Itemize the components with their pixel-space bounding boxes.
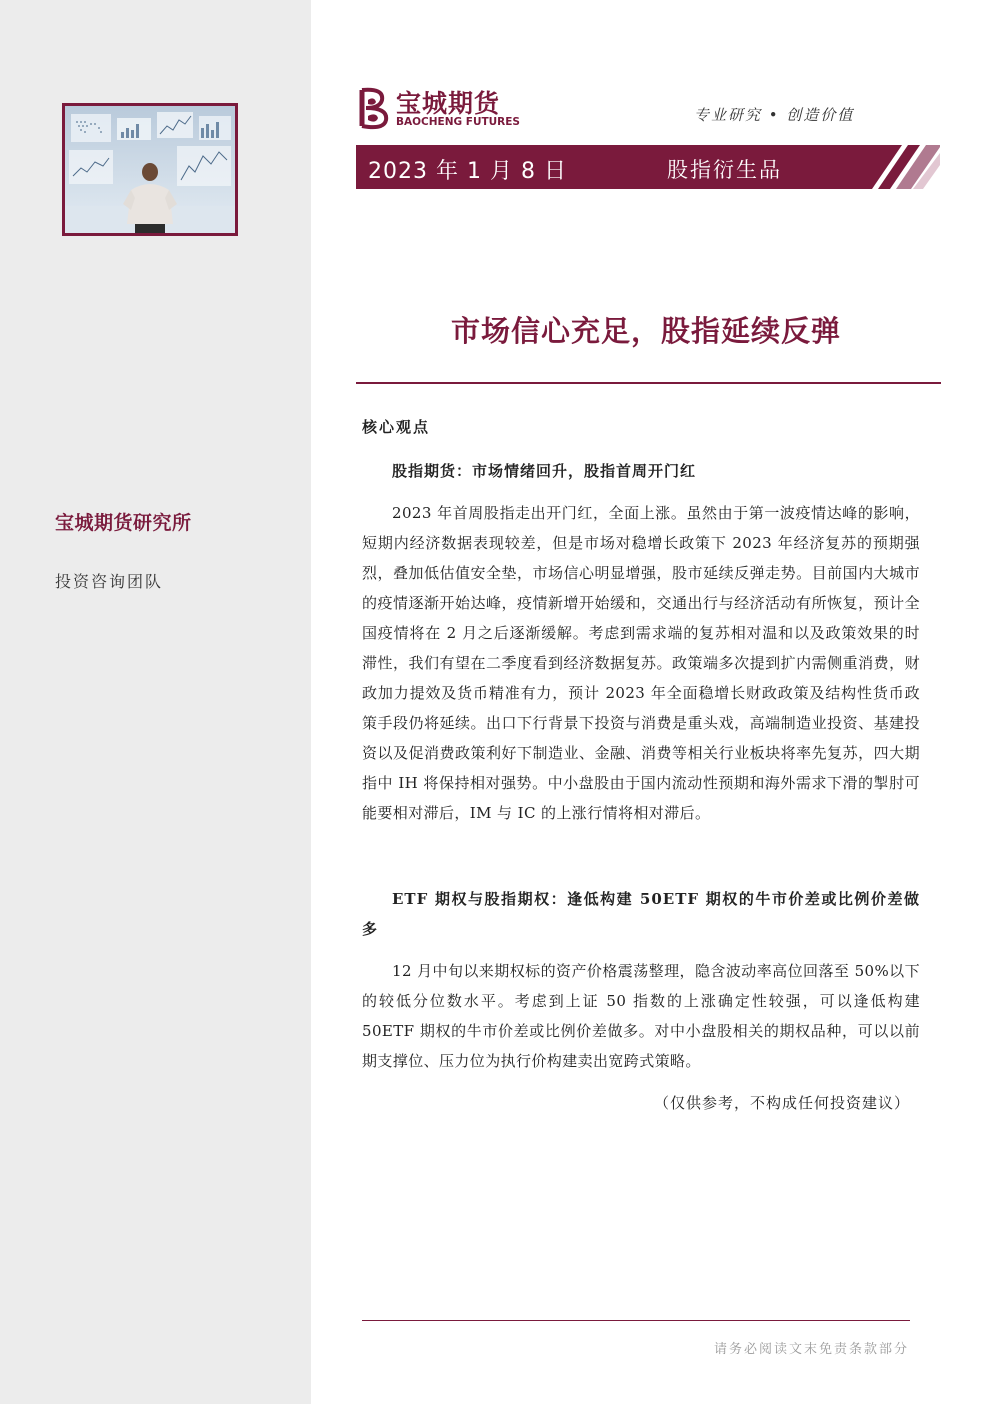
date-banner [356, 145, 940, 189]
brand-logo [356, 84, 526, 132]
logo-text-en: BAOCHENG FUTURES [396, 116, 520, 128]
logo-text-cn: 宝城期货 [396, 89, 501, 118]
slogan: 专业研究 • 创造价值 [694, 106, 855, 124]
section1-body: 2023 年首周股指走出开门红，全面上涨。虽然由于第一波疫情达峰的影响，短期内经济数据表现较差，但是市场对稳增长政策下 2023 年经济复苏的预期强烈，叠加低估值安全垫，市场信心明显增强，股市延续反弹走势。目前国内大城市的疫情逐渐开始达峰，疫情新增开始缓和，交通出行与经济活动有所恢复，预计全国疫情将在 2 月之后逐渐缓解。考虑到需求端的复苏相对温和以及政策效果的时滞性，我们有望在二季度看到经济数据复苏。政策端多次提到扩内需侧重消费，财政加力提效及货币精准有力，预计 2023 年全面稳增长财政政策及结构性货币政策手段仍将延续。出口下行背景下投资与消费是重头戏，高端制造业投资、基建投资以及促消费政策利好下制造业、金融、消费等相关行业板块将率先复苏，四大期指中 IH 将保持相对强势。中小盘股由于国内流动性预期和海外需求下滑的掣肘可能要相对滞后，IM 与 IC 的上涨行情将相对滞后。 [362, 504, 920, 822]
page-title: 市场信心充足，股指延续反弹 [450, 314, 841, 348]
cover-image [62, 103, 238, 236]
footer-divider [362, 1320, 910, 1321]
section1-heading: 股指期货：市场情绪回升，股指首周开门红 [392, 462, 697, 480]
disclaimer: （仅供参考，不构成任何投资建议） [653, 1094, 910, 1112]
section-gap [362, 828, 920, 870]
sidebar [0, 0, 311, 1404]
logo-mark-icon [356, 84, 392, 132]
section2-body: 12 月中旬以来期权标的资产价格震荡整理，隐含波动率高位回落至 50%以下的较低分位数水平。考虑到上证 50 指数的上涨确定性较强，可以逢低构建 50ETF 期权的牛市价差或比例价差做多。对中小盘股相关的期权品种，可以以前期支撑位、压力位为执行价构建卖出宽跨式策略。 [362, 962, 920, 1070]
section2-heading: ETF 期权与股指期权：逢低构建 50ETF 期权的牛市价差或比例价差做多 [362, 890, 920, 938]
core-heading: 核心观点 [362, 418, 431, 436]
report-date: 2023 年 1 月 8 日 [368, 159, 567, 184]
title-divider [356, 382, 941, 384]
footer-note: 请务必阅读文末免责条款部分 [713, 1342, 909, 1357]
report-category: 股指衍生品 [667, 158, 782, 182]
main-content [362, 412, 920, 1118]
cover-illustration [65, 106, 235, 233]
sidebar-team: 投资咨询团队 [55, 572, 164, 591]
sidebar-org-name: 宝城期货研究所 [55, 512, 192, 534]
